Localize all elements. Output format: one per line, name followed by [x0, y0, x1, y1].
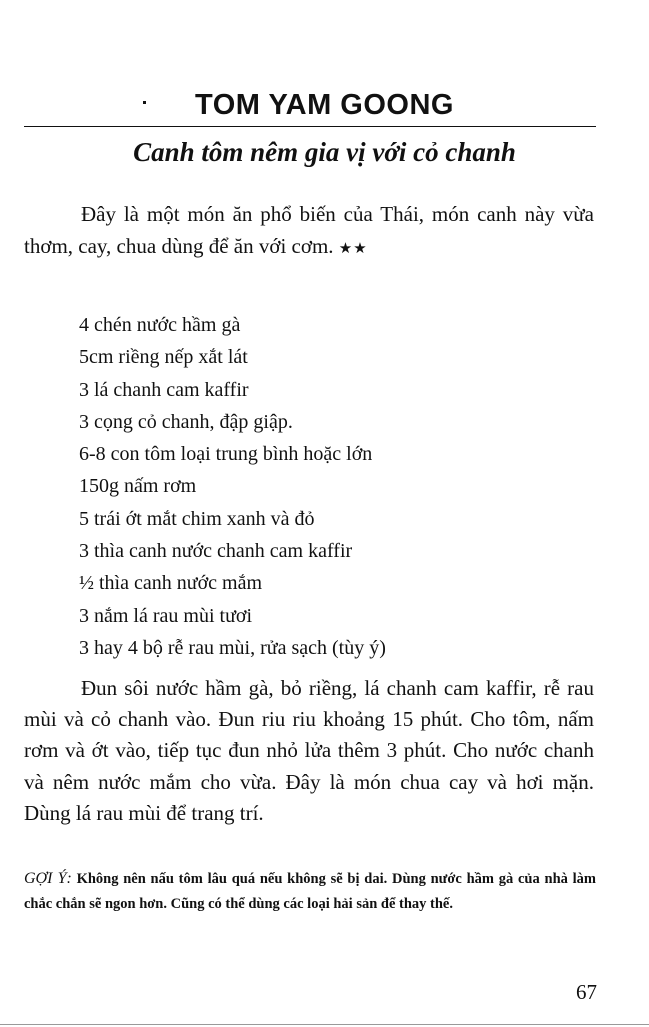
ingredient-item: 6-8 con tôm loại trung bình hoặc lớn	[79, 443, 373, 466]
ingredient-item: 3 lá chanh cam kaffir	[79, 378, 249, 401]
ingredient-item: 3 cọng cỏ chanh, đập giập.	[79, 410, 293, 433]
ingredient-list	[79, 309, 386, 664]
recipe-title: TOM YAM GOONG	[195, 89, 454, 121]
ingredient-item: 4 chén nước hầm gà	[79, 314, 241, 336]
recipe-subtitle: Canh tôm nêm gia vị với cỏ chanh	[133, 137, 516, 167]
ingredient-item: 150g nấm rơm	[79, 475, 197, 498]
recipe-tip	[24, 866, 596, 917]
ingredient-item: 5 trái ớt mắt chim xanh và đỏ	[79, 507, 315, 530]
tip-label: GỢI Ý:	[24, 870, 72, 887]
tip-text: Không nên nấu tôm lâu quá nếu không sẽ bị dai. Dùng nước hầm gà của nhà làm chắc chắn sẽ ngon hơn. Cũng có thể dùng các loại hải sản để thay thế.	[24, 871, 596, 912]
ingredient-item: 3 thìa canh nước chanh cam kaffir	[79, 540, 353, 563]
recipe-method: Đun sôi nước hầm gà, bỏ riềng, lá chanh cam kaffir, rễ rau mùi và cỏ chanh vào. Đun riu riu khoảng 15 phút. Cho tôm, nấm rơm và ớt vào, tiếp tục đun nhỏ lửa thêm 3 phút. Cho nước chanh và nêm nước mắm cho vừa. Đây là món chua cay và hơi mặn. Dùng lá rau mùi để trang trí.	[24, 676, 594, 825]
recipe-intro	[24, 199, 594, 264]
ingredient-item: 3 hay 4 bộ rễ rau mùi, rửa sạch (tùy ý)	[79, 636, 386, 659]
ingredient-item: 3 nắm lá rau mùi tươi	[79, 604, 253, 627]
title-rule	[24, 126, 596, 127]
page-number: 67	[576, 980, 597, 1004]
rating-stars: ★★	[338, 238, 368, 257]
intro-text: Đây là một món ăn phổ biến của Thái, món canh này vừa thơm, cay, chua dùng để ăn với cơm.	[24, 202, 594, 258]
page-edge-rule	[0, 1024, 649, 1025]
ingredient-item: 5cm riềng nếp xắt lát	[79, 346, 248, 369]
ingredient-item: ½ thìa canh nước mắm	[79, 572, 263, 595]
